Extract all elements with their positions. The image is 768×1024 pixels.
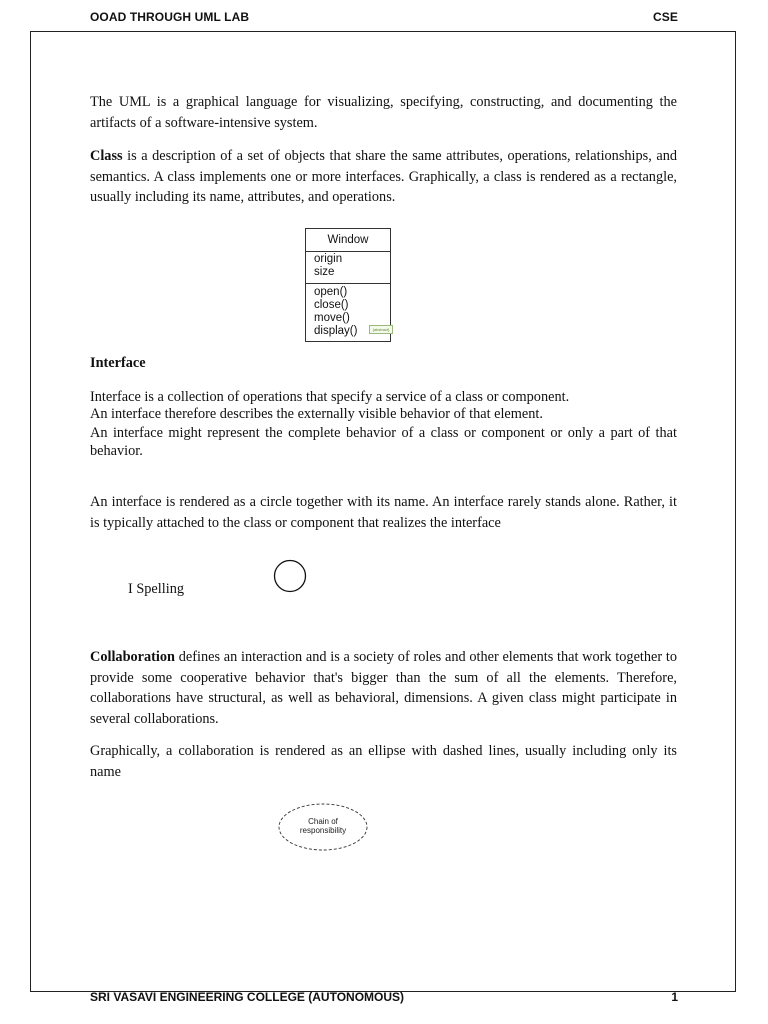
footer-college: SRI VASAVI ENGINEERING COLLEGE (AUTONOMOUS) bbox=[90, 990, 405, 1004]
intro-paragraph: The UML is a graphical language for visualizing, specifying, constructing, and documenting the artifacts of a software-intensive system. bbox=[90, 94, 677, 131]
class-paragraph bbox=[90, 146, 677, 208]
interface-line-2: An interface therefore describes the externally visible behavior of that element. bbox=[90, 406, 543, 422]
interface-example-label: I Spelling bbox=[128, 581, 184, 597]
collaboration-rendering-paragraph: Graphically, a collaboration is rendered as an ellipse with dashed lines, usually including only its name bbox=[90, 743, 677, 780]
header-title: OOAD THROUGH UML LAB bbox=[90, 10, 250, 24]
interface-circle bbox=[272, 558, 308, 594]
collaboration-label-line1: Chain of bbox=[308, 817, 338, 826]
interface-line-3: An interface might represent the complete behavior of a class or component or only a part of that behavior. bbox=[90, 425, 677, 459]
collaboration-paragraph bbox=[90, 647, 677, 729]
abstract-tag: {abstract} bbox=[369, 325, 393, 334]
collaboration-description: defines an interaction and is a society of roles and other elements that work together to provide some cooperative behavior that's bigger than the sum of all the elements. Therefore, collaborations have structural, as well as behavioral, dimensions. A given class might participate in several collaborations. bbox=[90, 649, 677, 727]
class-operation: open() bbox=[314, 286, 348, 298]
class-operation: close() bbox=[314, 299, 349, 311]
interface-line-1: Interface is a collection of operations that specify a service of a class or component. bbox=[90, 389, 570, 405]
header-department: CSE bbox=[653, 10, 678, 24]
interface-heading: Interface bbox=[90, 355, 146, 371]
class-operation: move() bbox=[314, 312, 350, 324]
class-operation: display() bbox=[314, 325, 358, 337]
class-attribute: size bbox=[314, 266, 335, 278]
class-attribute: origin bbox=[314, 253, 343, 265]
interface-rendering-paragraph: An interface is rendered as a circle together with its name. An interface rarely stands alone. Rather, it is typically attached to the class or component that realizes the interface bbox=[90, 494, 677, 531]
class-attributes bbox=[306, 252, 390, 284]
class-description: is a description of a set of objects that share the same attributes, operations, relationships, and semantics. A class implements one or more interfaces. Graphically, a class is rendered as a rectangle, usually including its name, attributes, and operations. bbox=[90, 148, 677, 205]
collaboration-ellipse bbox=[274, 800, 372, 856]
page-number: 1 bbox=[671, 990, 678, 1004]
class-name: Window bbox=[306, 229, 390, 252]
collaboration-label-line2: responsibility bbox=[299, 826, 347, 835]
collaboration-term: Collaboration bbox=[90, 649, 175, 665]
class-term: Class bbox=[90, 148, 123, 164]
